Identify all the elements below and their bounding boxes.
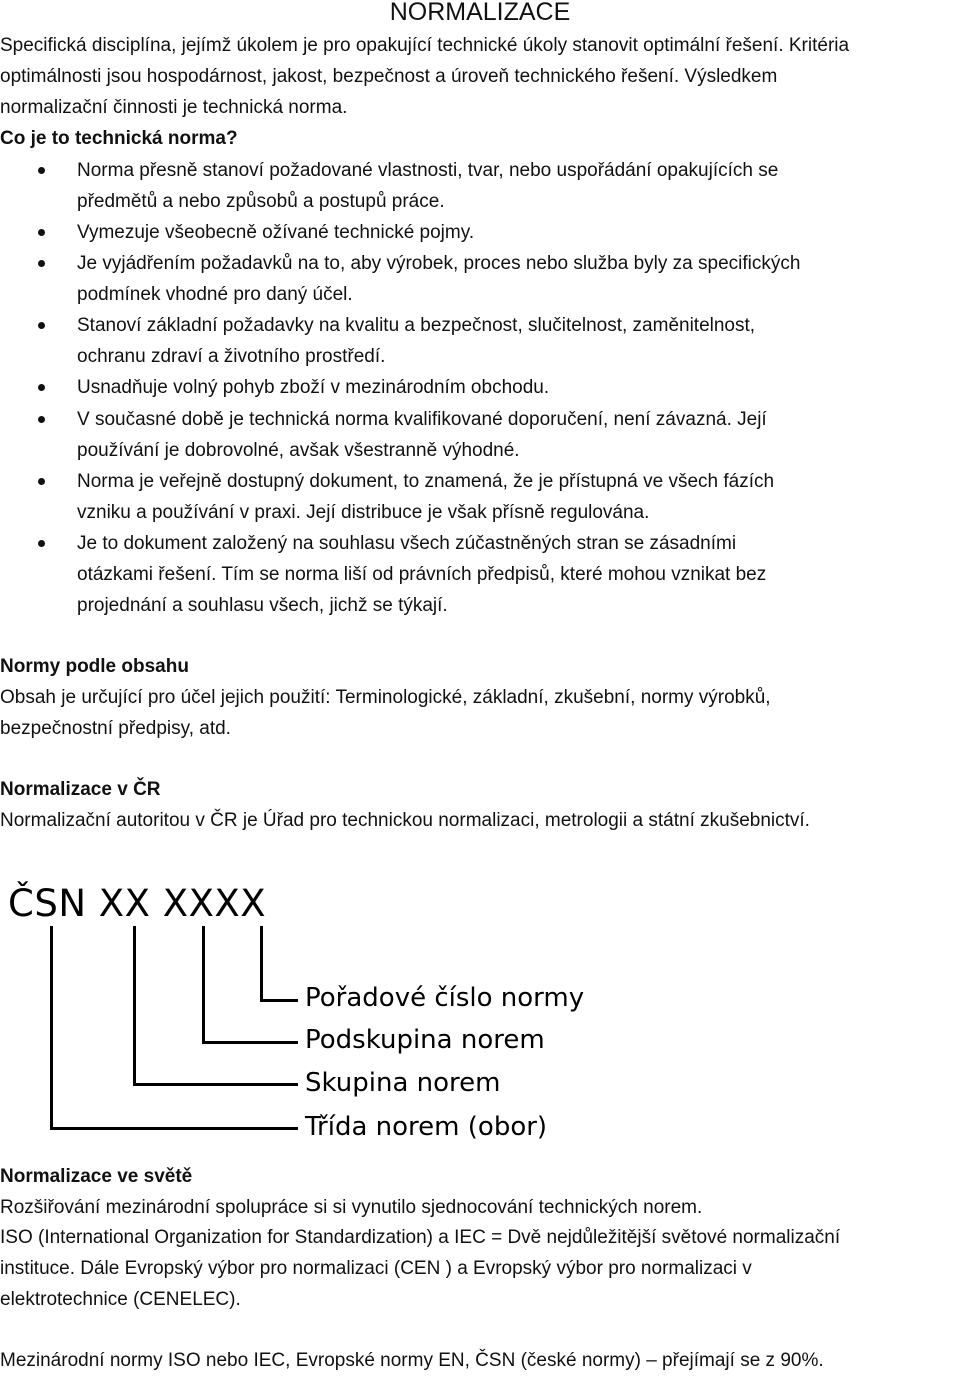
bullet-text: Norma přesně stanoví požadované vlastnosti, tvar, nebo uspořádání opakujících se [77, 160, 779, 181]
bullet-text: Je to dokument založený na souhlasu všech zúčastněných stran se zásadními [77, 533, 737, 554]
section-line: Rozšiřování mezinárodní spolupráce si si vynutilo sjednocování technických norem. [0, 1197, 703, 1218]
bullet-icon [38, 478, 45, 485]
page-title: NORMALIZACE [389, 0, 571, 26]
bullet-text: Usnadňuje volný pohyb zboží v mezinárodním obchodu. [77, 377, 550, 398]
bullet-text: otázkami řešení. Tím se norma liší od právních předpisů, které mohou vznikat bez [77, 564, 767, 585]
section-line: instituce. Dále Evropský výbor pro normalizaci (CEN ) a Evropský výbor pro normalizaci v [0, 1258, 752, 1279]
bullet-icon [38, 229, 45, 236]
section-heading-cr: Normalizace v ČR [0, 779, 161, 800]
connector-line [50, 1127, 298, 1130]
bullet-icon [38, 416, 45, 423]
bullet-icon [38, 260, 45, 267]
figure-label: Podskupina norem [305, 1025, 545, 1055]
section-line: ISO (International Organization for Standardization) a IEC = Dvě nejdůležitější světové normalizační [0, 1227, 841, 1248]
connector-line [133, 1083, 298, 1086]
section-heading-svet: Normalizace ve světě [0, 1166, 193, 1187]
bullet-text: ochranu zdraví a životního prostředí. [77, 346, 386, 367]
connector-line [50, 926, 53, 1130]
bullet-text: používání je dobrovolné, avšak všestranně výhodné. [77, 440, 520, 461]
bullet-text: Stanoví základní požadavky na kvalitu a bezpečnost, slučitelnost, zaměnitelnost, [77, 315, 756, 336]
figure-label: Třída norem (obor) [305, 1112, 548, 1142]
connector-line [260, 926, 263, 1002]
section-line: Obsah je určující pro účel jejich použití: Terminologické, základní, zkušební, normy výrobků, [0, 687, 771, 708]
bullet-text: V současné době je technická norma kvalifikované doporučení, není závazná. Její [77, 409, 767, 430]
bullet-icon [38, 540, 45, 547]
bullet-text: předmětů a nebo způsobů a postupů práce. [77, 191, 445, 212]
bullet-icon [38, 322, 45, 329]
csn-code: ČSN XX XXXX [8, 882, 267, 925]
bullet-text: Vymezuje všeobecně ožívané technické pojmy. [77, 222, 475, 243]
connector-line [260, 999, 298, 1002]
figure-label: Skupina norem [305, 1068, 501, 1098]
footer-line: Mezinárodní normy ISO nebo IEC, Evropské normy EN, ČSN (české normy) – přejímají se z 90%. [0, 1350, 824, 1371]
connector-line [202, 926, 205, 1044]
bullet-text: Je vyjádřením požadavků na to, aby výrobek, proces nebo služba byly za specifických [77, 253, 801, 274]
bullet-text: podmínek vhodné pro daný účel. [77, 284, 353, 305]
section-line: Normalizační autoritou v ČR je Úřad pro technickou normalizaci, metrologii a státní zkušebnictví. [0, 810, 810, 831]
connector-line [202, 1041, 298, 1044]
bullet-text: projednání a souhlasu všech, jichž se týkají. [77, 595, 448, 616]
question-heading: Co je to technická norma? [0, 128, 238, 149]
section-line: elektrotechnice (CENELEC). [0, 1289, 241, 1310]
bullet-icon [38, 384, 45, 391]
intro-line: optimálnosti jsou hospodárnost, jakost, bezpečnost a úroveň technického řešení. Výsledkem [0, 66, 778, 87]
bullet-icon [38, 167, 45, 174]
connector-line [133, 926, 136, 1086]
section-heading-obsah: Normy podle obsahu [0, 656, 189, 677]
intro-line: Specifická disciplína, jejímž úkolem je pro opakující technické úkoly stanovit optimální řešení. Kritéria [0, 35, 850, 56]
figure-label: Pořadové číslo normy [305, 983, 585, 1013]
bullet-text: vzniku a používání v praxi. Její distribuce je však přísně regulována. [77, 502, 650, 523]
section-line: bezpečnostní předpisy, atd. [0, 718, 231, 739]
bullet-text: Norma je veřejně dostupný dokument, to znamená, že je přístupná ve všech fázích [77, 471, 775, 492]
intro-line: normalizační činnosti je technická norma. [0, 97, 348, 118]
